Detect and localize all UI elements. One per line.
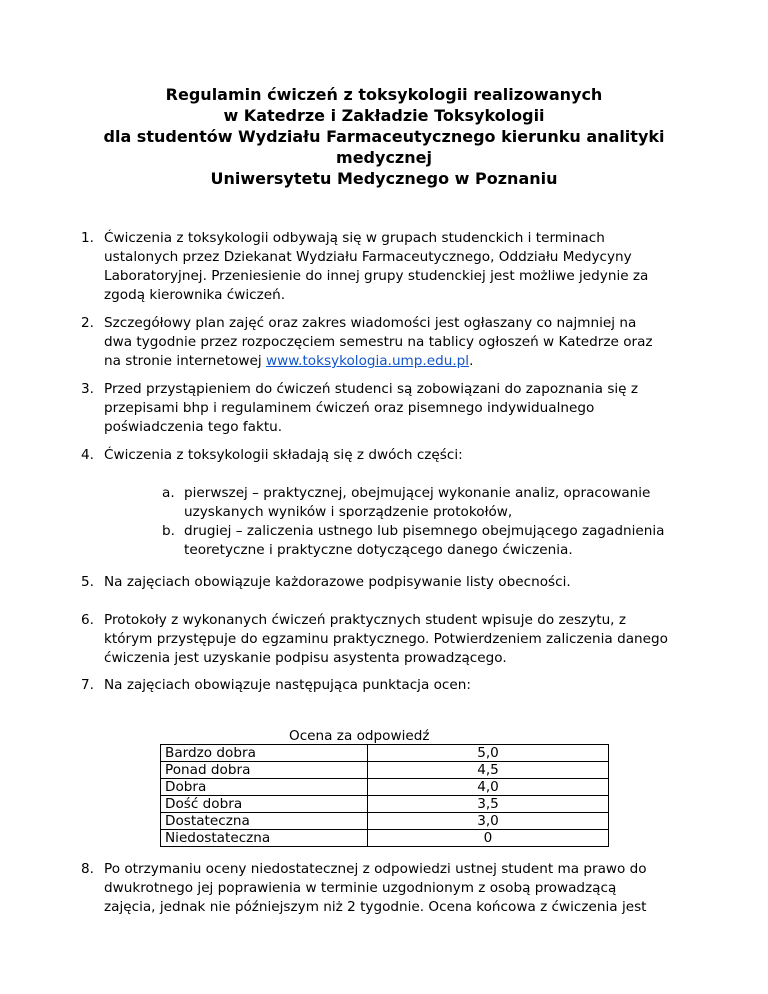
item-number: 3. — [81, 381, 94, 397]
subitem-line: uzyskanych wyników i sporządzenie protokołów, — [184, 504, 513, 520]
item-number: 6. — [81, 612, 94, 628]
rule-item-1 — [81, 229, 649, 305]
subitem-line: drugiej – zaliczenia ustnego lub pisemnego obejmującego zagadnienia — [184, 523, 665, 539]
table-row — [161, 779, 609, 796]
title-line: w Katedrze i Zakładzie Toksykologii — [223, 106, 545, 125]
table-row — [161, 830, 609, 847]
grades-table — [160, 744, 609, 847]
grade-value: 5,0 — [368, 745, 609, 762]
table-row — [161, 745, 609, 762]
grade-value: 4,0 — [368, 779, 609, 796]
table-row — [161, 796, 609, 813]
item-line: poświadczenia tego faktu. — [104, 419, 283, 435]
table-row — [161, 762, 609, 779]
item-line: przepisami bhp i regulaminem ćwiczeń oraz pisemnego indywidualnego — [104, 400, 595, 416]
item-line: Po otrzymaniu oceny niedostatecznej z odpowiedzi ustnej student ma prawo do — [104, 861, 647, 877]
item-text: . — [469, 353, 474, 369]
item-line: dwukrotnego jej poprawienia w terminie uzgodnionym z osobą prowadzącą — [104, 880, 617, 896]
title-line: dla studentów Wydziału Farmaceutycznego kierunku analityki — [103, 127, 665, 146]
subitem-line: teoretyczne i praktyczne dotyczącego danego ćwiczenia. — [184, 542, 573, 558]
item-line: Przed przystąpieniem do ćwiczeń studenci są zobowiązani do zapoznania się z — [104, 381, 638, 397]
item-line: Szczegółowy plan zajęć oraz zakres wiadomości jest ogłaszany co najmniej na — [104, 315, 637, 331]
item-line: dwa tygodnie przez rozpoczęciem semestru na tablicy ogłoszeń w Katedrze oraz — [104, 334, 653, 350]
grade-name: Dobra — [161, 779, 368, 796]
item-line: ćwiczenia jest uzyskanie podpisu asystenta prowadzącego. — [104, 650, 507, 666]
item-line: Protokoły z wykonanych ćwiczeń praktycznych student wpisuje do zeszytu, z — [104, 612, 626, 628]
item-number: 5. — [81, 574, 94, 590]
subitem-line: pierwszej – praktycznej, obejmującej wykonanie analiz, opracowanie — [184, 485, 651, 501]
item-line: Ćwiczenia z toksykologii składają się z dwóch części: — [104, 447, 463, 463]
item-line: Na zajęciach obowiązuje następująca punktacja ocen: — [104, 677, 471, 693]
item-line: Na zajęciach obowiązuje każdorazowe podpisywanie listy obecności. — [104, 574, 571, 590]
item-number: 4. — [81, 447, 94, 463]
grade-name: Dość dobra — [161, 796, 368, 813]
title-line: Uniwersytetu Medycznego w Poznaniu — [210, 169, 558, 188]
item-line: Ćwiczenia z toksykologii odbywają się w grupach studenckich i terminach — [104, 230, 605, 246]
rule-item-6 — [81, 611, 668, 668]
grades-table-caption: Ocena za odpowiedź — [289, 728, 430, 744]
item-line: zgodą kierownika ćwiczeń. — [104, 287, 286, 303]
rule-item-2 — [81, 314, 653, 371]
item-line: którym przystępuje do egzaminu praktycznego. Potwierdzeniem zaliczenia danego — [104, 631, 668, 647]
rule-item-4 — [81, 446, 463, 465]
title-line: medycznej — [336, 148, 432, 167]
grade-name: Bardzo dobra — [161, 745, 368, 762]
item-number: 8. — [81, 861, 94, 877]
rule-item-7 — [81, 676, 471, 695]
grade-value: 4,5 — [368, 762, 609, 779]
website-link[interactable]: www.toksykologia.ump.edu.pl — [266, 353, 470, 369]
table-row — [161, 813, 609, 830]
grade-name: Niedostateczna — [161, 830, 368, 847]
grade-name: Dostateczna — [161, 813, 368, 830]
rule-item-8 — [81, 860, 647, 917]
grade-value: 3,0 — [368, 813, 609, 830]
item-line: Laboratoryjnej. Przeniesienie do innej grupy studenckiej jest możliwe jedynie za — [104, 268, 649, 284]
rule-item-3 — [81, 380, 638, 437]
item-line: ustalonych przez Dziekanat Wydziału Farmaceutycznego, Oddziału Medycyny — [104, 249, 632, 265]
item-number: 7. — [81, 677, 94, 693]
subitem-letter: a. — [162, 485, 175, 501]
grade-value: 3,5 — [368, 796, 609, 813]
document-title — [60, 84, 708, 189]
item-line: zajęcia, jednak nie późniejszym niż 2 tygodnie. Ocena końcowa z ćwiczenia jest — [104, 899, 647, 915]
rule-item-5 — [81, 573, 571, 592]
item-text: na stronie internetowej — [104, 353, 267, 369]
item-number: 2. — [81, 315, 94, 331]
item-number: 1. — [81, 230, 94, 246]
grade-name: Ponad dobra — [161, 762, 368, 779]
title-line: Regulamin ćwiczeń z toksykologii realizowanych — [165, 85, 603, 104]
item-line — [104, 352, 653, 371]
rule-subitem-b — [162, 522, 665, 560]
rule-subitem-a — [162, 484, 651, 522]
grade-value: 0 — [368, 830, 609, 847]
subitem-letter: b. — [162, 523, 175, 539]
